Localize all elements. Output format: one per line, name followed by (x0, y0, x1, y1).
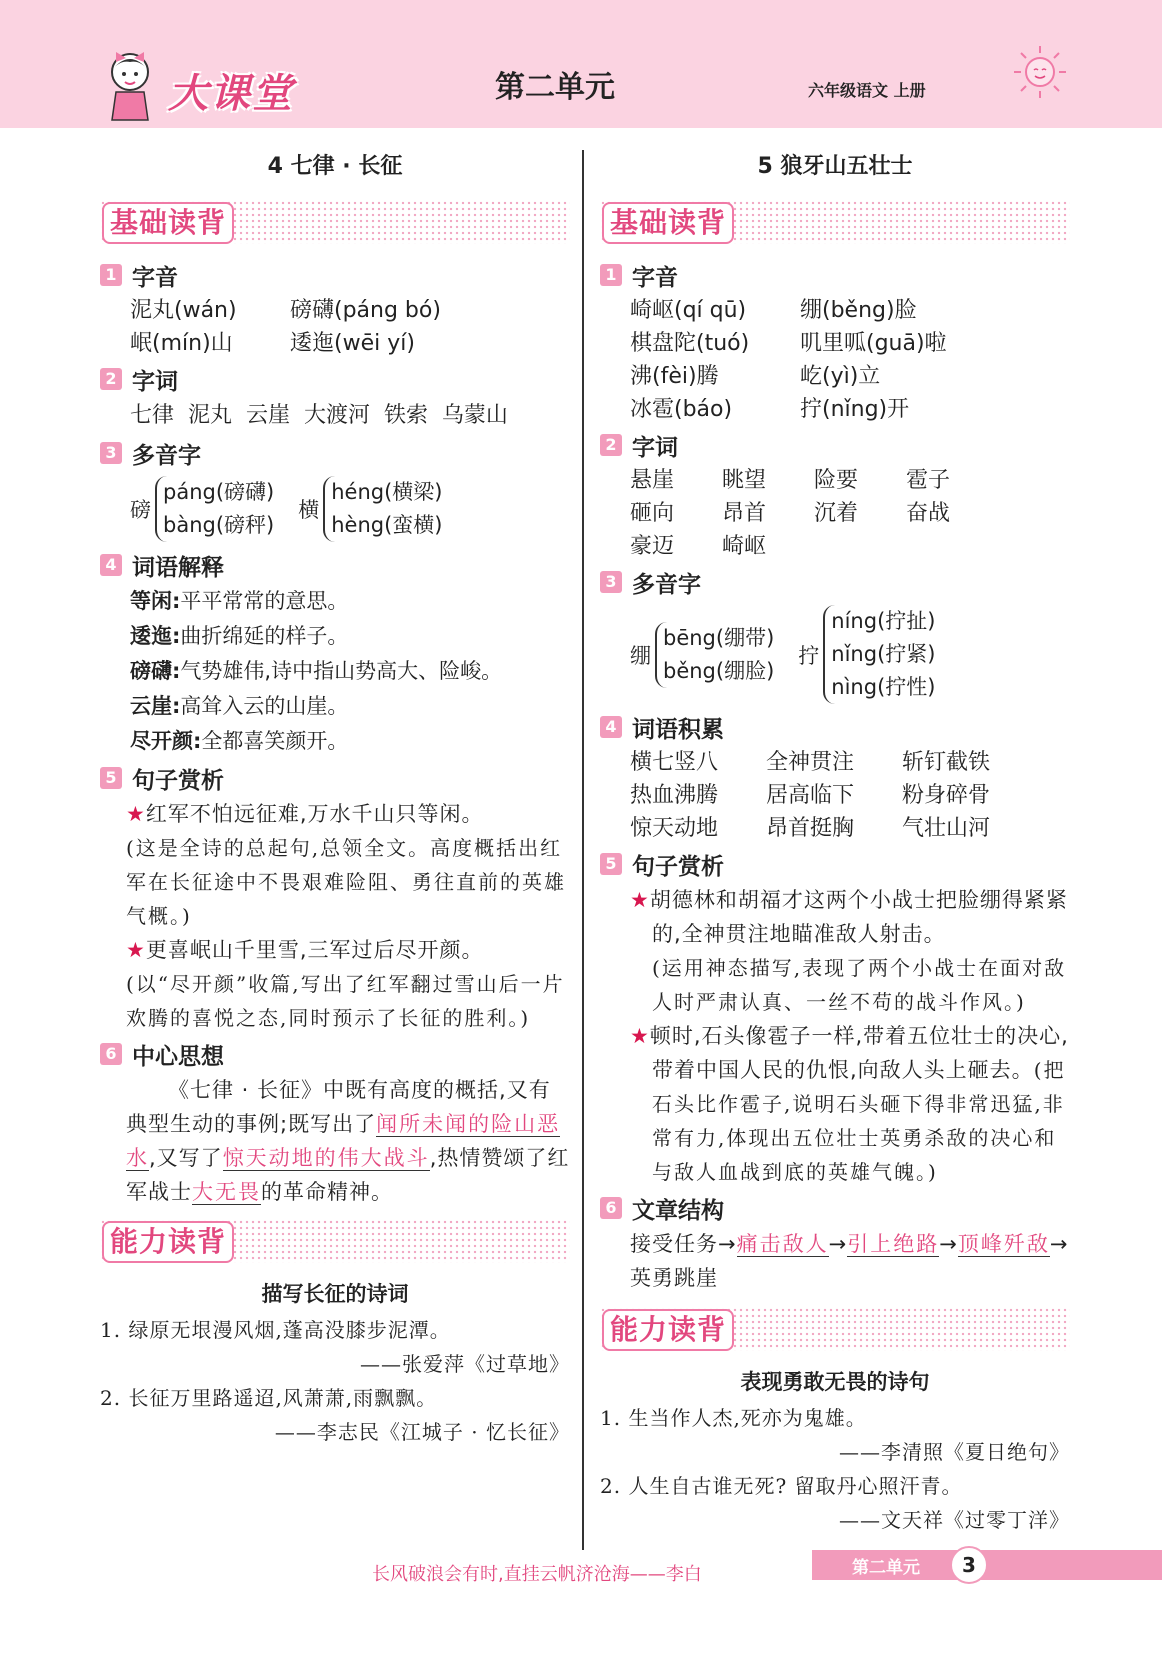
arrow: → (939, 1232, 958, 1256)
section-title: 字词 (132, 368, 178, 395)
list-item: 泥丸(wán) (130, 298, 237, 323)
list-item: 眺望 (722, 468, 767, 493)
text-run: 的革命精神。 (261, 1180, 393, 1204)
sentence: 胡德林和胡福才这两个小战士把脸绷得紧紧的,全神贯注地瞄准敌人射击。 (649, 888, 1068, 946)
left-column (100, 150, 570, 1449)
page-number: 3 (950, 1546, 988, 1584)
reading: nìng(拧性) (831, 675, 936, 699)
list-item: 居高临下 (766, 783, 855, 808)
polyphone-char: 横 (298, 498, 320, 522)
section-heading (100, 256, 570, 294)
answer-fill: 惊天动地的伟大战斗 (222, 1146, 430, 1170)
section-title: 词语解释 (132, 554, 224, 581)
idiom-grid (600, 746, 1070, 845)
section-heading (100, 546, 570, 584)
list-item: 横七竖八 (630, 750, 719, 775)
sentence: 红军不怕远征难,万水千山只等闲。 (145, 802, 484, 826)
section-number: 5 (600, 853, 622, 875)
list-item: 全神贯注 (766, 750, 855, 775)
answer-fill: 闻所未闻的险山恶水 (126, 1112, 561, 1170)
text-run: ,热情赞颂了红军战士 (126, 1146, 570, 1204)
list-item: 逶迤(wēi yí) (290, 331, 415, 356)
section-title: 字音 (132, 264, 178, 291)
definition: 曲折绵延的样子。 (180, 624, 349, 648)
sentence-analysis (100, 933, 570, 1035)
lesson-title: 5 狼牙山五壮士 (757, 154, 913, 179)
polyphone-char: 拧 (798, 643, 820, 668)
term: 逶迤: (130, 624, 181, 648)
section-number: 4 (100, 554, 122, 576)
list-item: 砸向 (630, 501, 675, 526)
list-item: 磅礴(páng bó) (290, 298, 441, 323)
section-band (600, 1307, 1070, 1351)
section-number: 1 (100, 264, 122, 286)
band-label: 能力读背 (602, 1309, 734, 1351)
text-run: →英勇跳崖 (630, 1232, 1069, 1290)
list-item: 险要 (814, 468, 859, 493)
girl-mascot-icon (100, 42, 160, 122)
section-heading (600, 256, 1070, 294)
section-title: 中心思想 (132, 1043, 224, 1070)
page-header (0, 0, 1162, 128)
reading: níng(拧扯) (831, 609, 936, 633)
section-band (100, 200, 570, 244)
footer-motto: 长风破浪会有时,直挂云帆济沧海——李白 (372, 1564, 702, 1585)
list-item: 拧(nǐng)开 (800, 397, 910, 422)
text-run: 接受任务→ (630, 1232, 737, 1256)
term: 云崖: (130, 694, 181, 718)
brace (655, 622, 774, 688)
text-run: ,又写了 (149, 1146, 223, 1170)
list-item: 棋盘陀(tuó) (630, 331, 750, 356)
poem-line: 1. 绿原无垠漫风烟,蓬高没膝步泥潭。 (100, 1318, 451, 1342)
sentence-analysis (600, 883, 1070, 1019)
section-heading (100, 434, 570, 472)
sun-icon (1010, 42, 1070, 102)
poem-source: ——李清照《夏日绝句》 (839, 1440, 1070, 1464)
polyphone-group (600, 605, 1070, 704)
term: 尽开颜: (130, 729, 202, 753)
right-column (600, 150, 1070, 1537)
analysis-note: (这是全诗的总起句,总领全文。高度概括出红军在长征途中不畏艰难险阻、勇往直前的英雄气概。) (126, 836, 566, 928)
section-heading (100, 1035, 570, 1073)
article-structure (600, 1227, 1070, 1295)
vocabulary-grid (600, 464, 1070, 563)
star-icon: ★ (630, 1024, 650, 1048)
list-item: 屹(yì)立 (800, 364, 881, 389)
definition-item (100, 619, 570, 654)
list-item: 粉身碎骨 (902, 783, 991, 808)
section-heading (600, 563, 1070, 601)
section-number: 6 (100, 1043, 122, 1065)
list-item: 岷(mín)山 (130, 331, 233, 356)
definition-item (100, 584, 570, 619)
section-title: 字词 (632, 434, 678, 461)
section-number: 3 (100, 442, 122, 464)
page-title: 第二单元 (495, 70, 615, 105)
band-label: 能力读背 (102, 1221, 234, 1263)
poem-source: ——李志民《江城子 · 忆长征》 (274, 1420, 570, 1444)
reading: nǐng(拧紧) (831, 642, 936, 666)
reading: bàng(磅秤) (163, 513, 275, 537)
definition: 全都喜笑颜开。 (201, 729, 349, 753)
section-heading (100, 360, 570, 398)
section-title: 词语积累 (632, 716, 724, 743)
brand-logo: 大课堂 (168, 71, 294, 117)
list-item: 昂首 (722, 501, 767, 526)
definition: 高耸入云的山崖。 (180, 694, 349, 718)
poem-line: 2. 长征万里路遥迢,风萧萧,雨飘飘。 (100, 1386, 438, 1410)
brace (823, 605, 935, 704)
ability-title: 描写长征的诗词 (261, 1282, 409, 1306)
section-title: 文章结构 (632, 1197, 724, 1224)
section-number: 1 (600, 264, 622, 286)
column-divider (582, 150, 584, 1550)
list-item: 冰雹(báo) (630, 397, 733, 422)
section-title: 句子赏析 (632, 853, 724, 880)
pronunciation-list (600, 294, 1070, 426)
list-item: 昂首挺胸 (766, 816, 855, 841)
section-heading (600, 1189, 1070, 1227)
sentence-analysis (100, 797, 570, 933)
band-label: 基础读背 (602, 202, 734, 244)
answer-fill: 顶峰歼敌 (957, 1232, 1050, 1256)
term: 磅礴: (130, 659, 181, 683)
poem-source: ——文天祥《过零丁洋》 (839, 1508, 1070, 1532)
pronunciation-list (100, 294, 570, 360)
section-band (600, 200, 1070, 244)
grade-label: 六年级语文 上册 (808, 81, 926, 100)
term: 等闲: (130, 589, 181, 613)
lesson-title: 4 七律 · 长征 (267, 154, 403, 179)
reading: bēng(绷带) (663, 625, 775, 650)
band-label: 基础读背 (102, 202, 234, 244)
list-item: 绷(běng)脸 (800, 298, 917, 323)
section-number: 2 (100, 368, 122, 390)
text-run: 《七律 · 长征》中既有高度的概括,又有典型生动的事例;既写出了 (126, 1078, 551, 1136)
star-icon: ★ (126, 938, 146, 962)
answer-fill: 痛击敌人 (736, 1232, 829, 1256)
reading: běng(绷脸) (663, 658, 775, 683)
definition-item (100, 689, 570, 724)
section-heading (100, 759, 570, 797)
poem-line: 2. 人生自古谁无死? 留取丹心照汗青。 (600, 1474, 963, 1498)
star-icon: ★ (126, 802, 146, 826)
sentence-analysis (600, 1019, 1070, 1189)
list-item: 斩钉截铁 (902, 750, 991, 775)
section-heading (600, 708, 1070, 746)
polyphone-char: 绷 (630, 643, 651, 668)
list-item: 气壮山河 (902, 816, 991, 841)
list-item: 叽里呱(guā)啦 (800, 331, 947, 356)
section-title: 多音字 (132, 442, 201, 469)
section-heading (600, 845, 1070, 883)
section-band (100, 1219, 570, 1263)
vocabulary-line: 七律 泥丸 云崖 大渡河 铁索 乌蒙山 (130, 403, 508, 428)
analysis-note: (运用神态描写,表现了两个小战士在面对敌人时严肃认真、一丝不苟的战斗作风。) (652, 956, 1067, 1014)
list-item: 崎岖 (722, 534, 767, 559)
section-number: 3 (600, 571, 622, 593)
list-item: 悬崖 (630, 468, 675, 493)
brace (323, 476, 442, 542)
list-item: 沉着 (814, 501, 859, 526)
definition-item (100, 724, 570, 759)
list-item: 崎岖(qí qū) (630, 298, 747, 323)
section-number: 5 (100, 767, 122, 789)
footer-unit-label: 第二单元 (852, 1558, 920, 1578)
poem-line: 1. 生当作人杰,死亦为鬼雄。 (600, 1406, 867, 1430)
section-title: 句子赏析 (132, 767, 224, 794)
section-number: 6 (600, 1197, 622, 1219)
poem-source: ——张爱萍《过草地》 (360, 1352, 570, 1376)
section-title: 字音 (632, 264, 678, 291)
list-item: 惊天动地 (630, 816, 719, 841)
section-number: 4 (600, 716, 622, 738)
list-item: 豪迈 (630, 534, 675, 559)
definition: 平平常常的意思。 (180, 589, 349, 613)
central-idea (100, 1073, 570, 1209)
sentence: 更喜岷山千里雪,三军过后尽开颜。 (145, 938, 484, 962)
sentence: 顿时,石头像雹子一样,带着五位壮士的决心,带着中国人民的仇恨,向敌人头上砸去。 (649, 1024, 1069, 1082)
definition-item (100, 654, 570, 689)
reading: páng(磅礴) (163, 480, 275, 504)
section-title: 多音字 (632, 571, 701, 598)
list-item: 热血沸腾 (630, 783, 719, 808)
list-item: 沸(fèi)腾 (630, 364, 719, 389)
section-heading (600, 426, 1070, 464)
polyphone-char: 磅 (130, 498, 151, 522)
section-number: 2 (600, 434, 622, 456)
polyphone-group (100, 476, 570, 542)
definition: 气势雄伟,诗中指山势高大、险峻。 (180, 659, 503, 683)
ability-title: 表现勇敢无畏的诗句 (740, 1370, 930, 1394)
answer-fill: 大无畏 (192, 1180, 261, 1204)
reading: hèng(蛮横) (331, 513, 443, 537)
answer-fill: 引上绝路 (847, 1232, 940, 1256)
analysis-note: (以“尽开颜”收篇,写出了红军翻过雪山后一片欢腾的喜悦之态,同时预示了长征的胜利。) (126, 972, 565, 1030)
analysis-note: (把石头比作雹子,说明石头砸下得非常迅猛,非常有力,体现出五位壮士英勇杀敌的决心和与敌人血战到底的英雄气魄。) (652, 1058, 1066, 1184)
list-item: 奋战 (906, 501, 951, 526)
list-item: 雹子 (906, 468, 951, 493)
star-icon: ★ (630, 888, 650, 912)
brace (155, 476, 274, 542)
arrow: → (828, 1232, 848, 1256)
reading: héng(横梁) (331, 480, 443, 504)
